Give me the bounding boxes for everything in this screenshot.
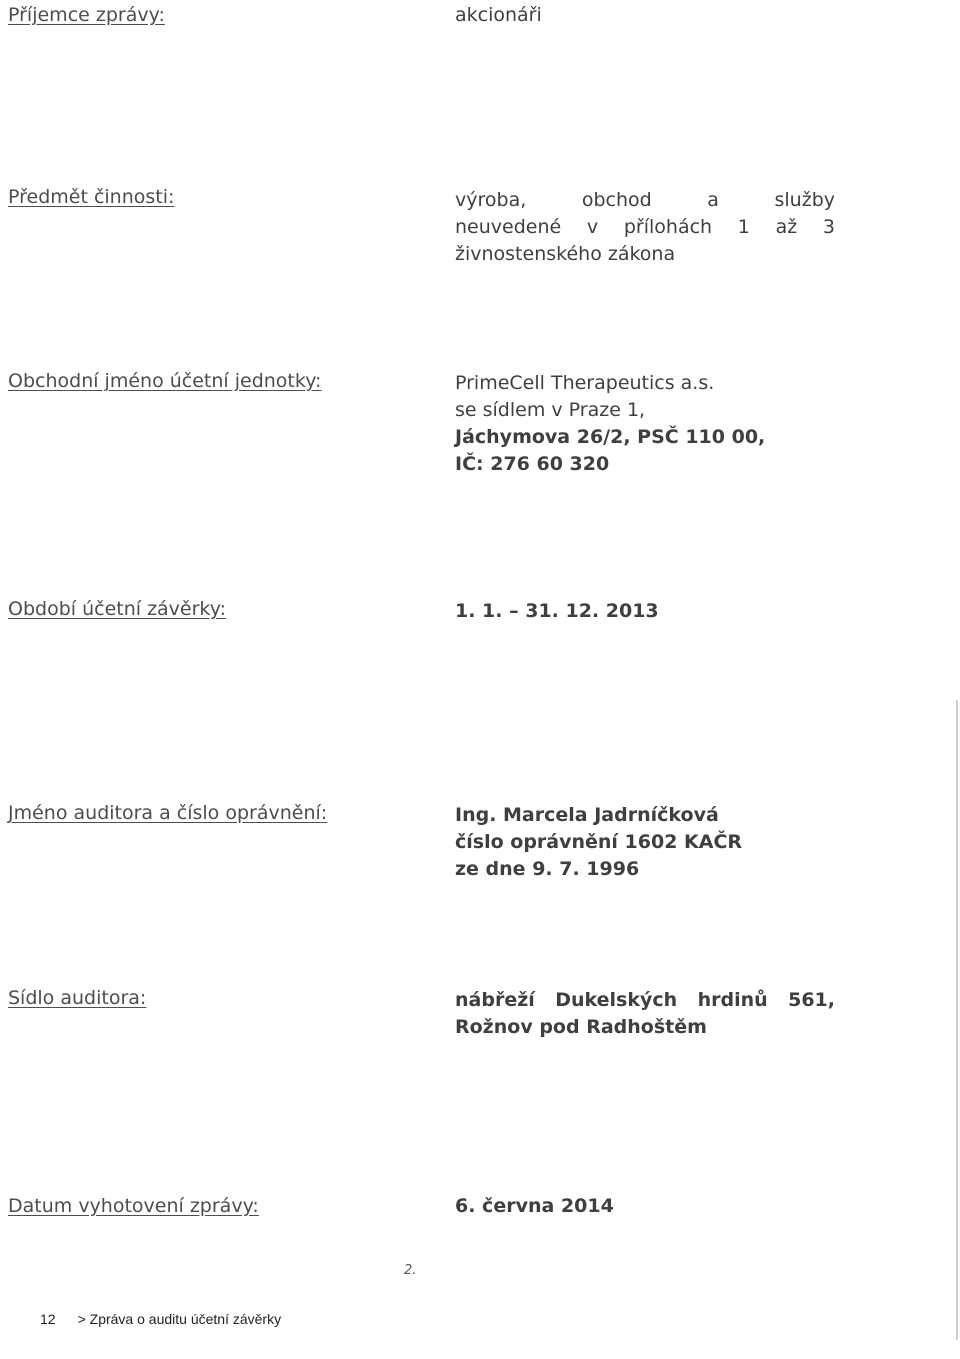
value-auditor-name xyxy=(455,802,835,883)
value-line: Jáchymova 26/2, PSČ 110 00, xyxy=(455,426,766,448)
label-business-activity: Předmět činnosti: xyxy=(8,186,175,208)
label-report-date: Datum vyhotovení zprávy: xyxy=(8,1195,259,1217)
value-business-activity xyxy=(455,187,835,268)
value-line: neuvedené v přílohách 1 až 3 xyxy=(455,216,835,238)
scan-edge-line xyxy=(956,700,958,1340)
value-line: PrimeCell Therapeutics a.s. xyxy=(455,372,715,394)
value-line: akcionáři xyxy=(455,4,542,26)
value-line: se sídlem v Praze 1, xyxy=(455,399,646,421)
value-line: živnostenského zákona xyxy=(455,243,676,265)
value-line: 6. června 2014 xyxy=(455,1195,614,1217)
page-footer xyxy=(40,1311,281,1327)
footer-page-number: 12 xyxy=(40,1311,56,1327)
label-auditor-name: Jméno auditora a číslo oprávnění: xyxy=(8,802,328,824)
value-report-date xyxy=(455,1193,835,1220)
value-line: Rožnov pod Radhoštěm xyxy=(455,1016,707,1038)
page-mark: 2. xyxy=(404,1263,417,1278)
value-reporting-period xyxy=(455,598,835,625)
value-line: ze dne 9. 7. 1996 xyxy=(455,858,640,880)
value-line: výroba, obchod a služby xyxy=(455,189,835,211)
label-reporting-period: Období účetní závěrky: xyxy=(8,598,227,620)
value-line: Ing. Marcela Jadrníčková xyxy=(455,804,719,826)
label-auditor-seat: Sídlo auditora: xyxy=(8,987,147,1009)
value-line: nábřeží Dukelských hrdinů 561, xyxy=(455,989,835,1011)
value-recipient xyxy=(455,2,835,29)
label-entity-name: Obchodní jméno účetní jednotky: xyxy=(8,370,322,392)
value-line: 1. 1. – 31. 12. 2013 xyxy=(455,600,659,622)
value-line: číslo oprávnění 1602 KAČR xyxy=(455,831,743,853)
footer-title: > Zpráva o auditu účetní závěrky xyxy=(77,1311,282,1327)
value-auditor-seat xyxy=(455,987,835,1041)
value-entity-name xyxy=(455,370,835,478)
value-line: IČ: 276 60 320 xyxy=(455,453,610,475)
label-recipient: Příjemce zprávy: xyxy=(8,4,165,26)
